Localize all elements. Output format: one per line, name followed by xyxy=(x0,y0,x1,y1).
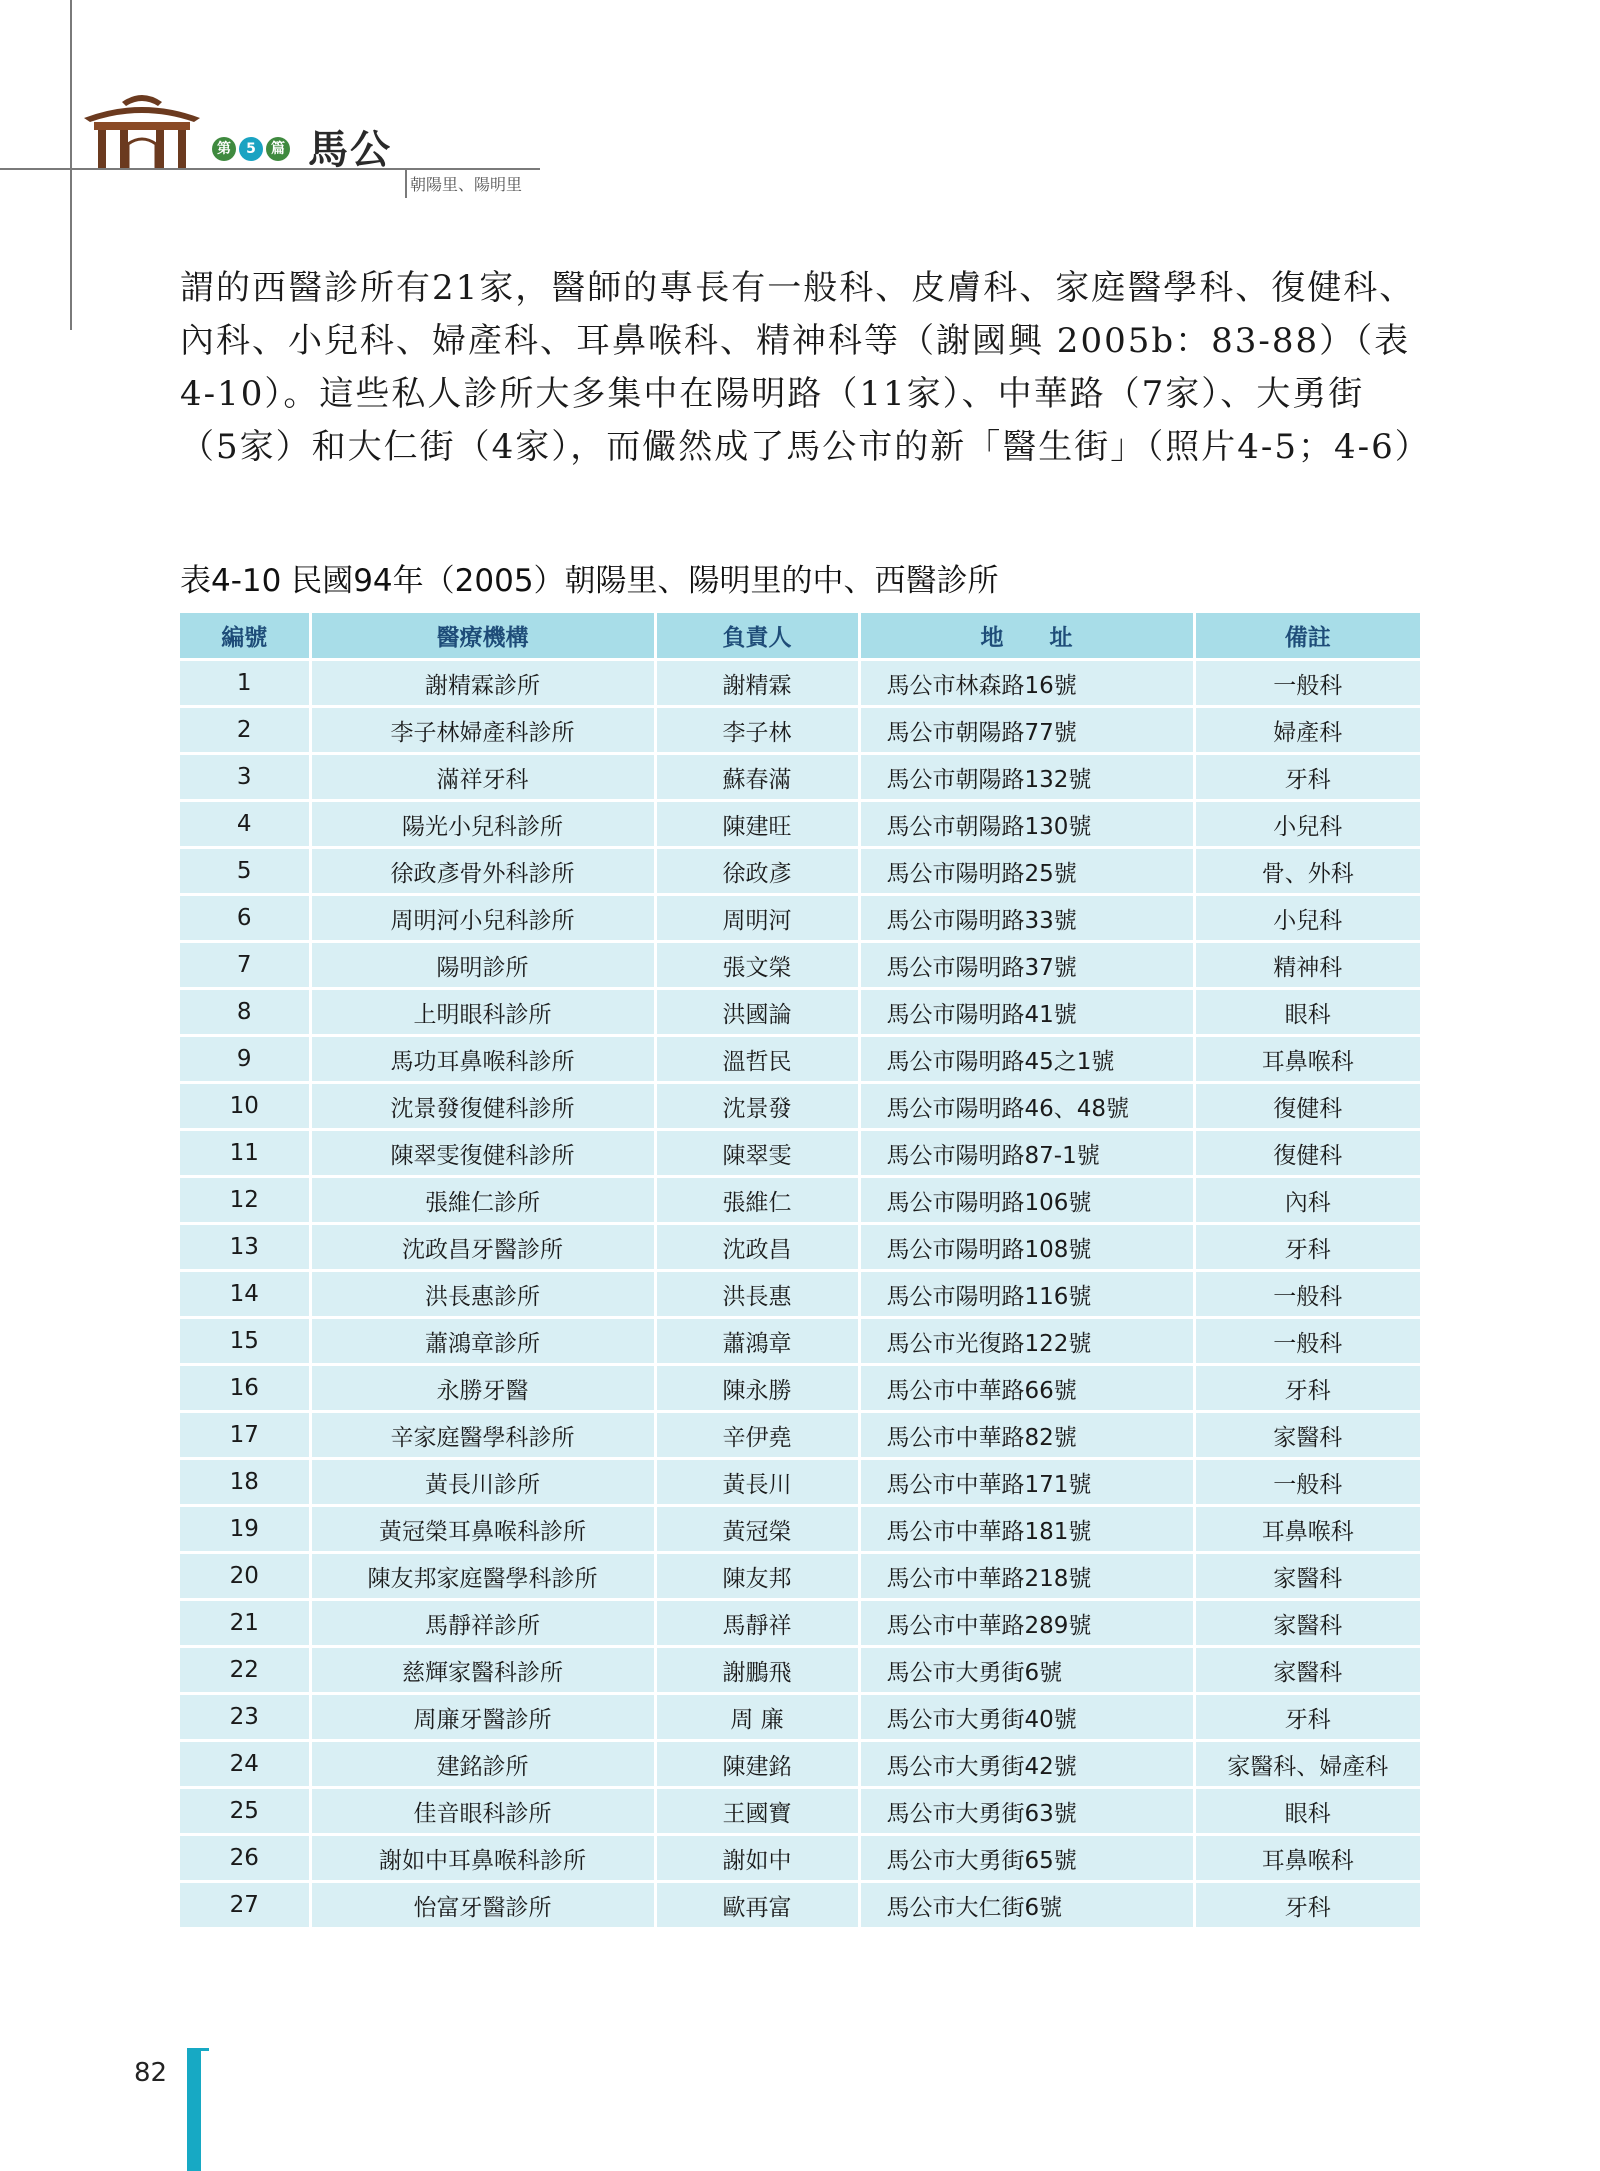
cell-number: 26 xyxy=(180,1835,310,1882)
cell-address: 馬公市大仁街6號 xyxy=(859,1882,1194,1929)
header-divider-tick xyxy=(405,168,407,198)
cell-person: 謝鵬飛 xyxy=(655,1647,859,1694)
cell-note: 牙科 xyxy=(1194,1882,1420,1929)
cell-institution: 張維仁診所 xyxy=(310,1177,655,1224)
cell-institution: 謝如中耳鼻喉科診所 xyxy=(310,1835,655,1882)
cell-note: 一般科 xyxy=(1194,1318,1420,1365)
cell-person: 黃冠榮 xyxy=(655,1506,859,1553)
table-row xyxy=(180,707,1420,754)
chapter-prefix: 第 xyxy=(212,137,236,161)
table-row xyxy=(180,1694,1420,1741)
cell-person: 馬靜祥 xyxy=(655,1600,859,1647)
chapter-badge xyxy=(212,137,290,161)
cell-note: 牙科 xyxy=(1194,1224,1420,1271)
table-row xyxy=(180,1224,1420,1271)
cell-institution: 徐政彥骨外科診所 xyxy=(310,848,655,895)
cell-institution: 陽明診所 xyxy=(310,942,655,989)
table-row xyxy=(180,1647,1420,1694)
cell-institution: 滿祥牙科 xyxy=(310,754,655,801)
table-row xyxy=(180,1083,1420,1130)
table-row xyxy=(180,1412,1420,1459)
cell-address: 馬公市中華路289號 xyxy=(859,1600,1194,1647)
cell-institution: 沈政昌牙醫診所 xyxy=(310,1224,655,1271)
cell-institution: 周廉牙醫診所 xyxy=(310,1694,655,1741)
cell-address: 馬公市陽明路46、48號 xyxy=(859,1083,1194,1130)
chapter-subtitle: 朝陽里、陽明里 xyxy=(410,175,523,194)
column-header-person: 負責人 xyxy=(655,613,859,660)
cell-address: 馬公市林森路16號 xyxy=(859,660,1194,707)
cell-person: 蕭鴻章 xyxy=(655,1318,859,1365)
header-vertical-rule xyxy=(70,0,72,330)
table-header-row xyxy=(180,613,1420,660)
cell-institution: 上明眼科診所 xyxy=(310,989,655,1036)
cell-note: 骨、外科 xyxy=(1194,848,1420,895)
cell-person: 陳建旺 xyxy=(655,801,859,848)
cell-address: 馬公市陽明路37號 xyxy=(859,942,1194,989)
cell-note: 一般科 xyxy=(1194,660,1420,707)
cell-address: 馬公市陽明路25號 xyxy=(859,848,1194,895)
footer-accent-bar xyxy=(187,2048,201,2171)
cell-address: 馬公市陽明路106號 xyxy=(859,1177,1194,1224)
table-caption: 表4-10 民國94年（2005）朝陽里、陽明里的中、西醫診所 xyxy=(180,563,999,599)
cell-institution: 陽光小兒科診所 xyxy=(310,801,655,848)
cell-address: 馬公市大勇街40號 xyxy=(859,1694,1194,1741)
cell-number: 16 xyxy=(180,1365,310,1412)
cell-number: 7 xyxy=(180,942,310,989)
cell-institution: 洪長惠診所 xyxy=(310,1271,655,1318)
clinics-table xyxy=(180,613,1420,1930)
cell-person: 黃長川 xyxy=(655,1459,859,1506)
cell-note: 內科 xyxy=(1194,1177,1420,1224)
cell-number: 23 xyxy=(180,1694,310,1741)
body-paragraph: 謂的西醫診所有21家，醫師的專長有一般科、皮膚科、家庭醫學科、復健科、內科、小兒科、婦產科、耳鼻喉科、精神科等（謝國興 2005b：83-88）（表4-10）。這些私人診所大多集中在陽明路（11家）、中華路（7家）、大勇街（5家）和大仁街（4家），而儼然成了馬公市的新「醫生街」（照片4-5；4-6） xyxy=(180,268,1431,467)
cell-note: 家醫科 xyxy=(1194,1553,1420,1600)
cell-address: 馬公市中華路181號 xyxy=(859,1506,1194,1553)
cell-institution: 蕭鴻章診所 xyxy=(310,1318,655,1365)
cell-person: 沈景發 xyxy=(655,1083,859,1130)
cell-institution: 建銘診所 xyxy=(310,1741,655,1788)
cell-number: 6 xyxy=(180,895,310,942)
cell-number: 27 xyxy=(180,1882,310,1929)
cell-person: 謝如中 xyxy=(655,1835,859,1882)
cell-address: 馬公市大勇街63號 xyxy=(859,1788,1194,1835)
cell-number: 13 xyxy=(180,1224,310,1271)
cell-note: 一般科 xyxy=(1194,1459,1420,1506)
cell-person: 溫哲民 xyxy=(655,1036,859,1083)
column-header-number: 編號 xyxy=(180,613,310,660)
chapter-title: 馬公 xyxy=(308,126,392,173)
cell-address: 馬公市陽明路87-1號 xyxy=(859,1130,1194,1177)
cell-person: 陳友邦 xyxy=(655,1553,859,1600)
cell-number: 1 xyxy=(180,660,310,707)
cell-address: 馬公市朝陽路77號 xyxy=(859,707,1194,754)
table-row xyxy=(180,754,1420,801)
cell-number: 18 xyxy=(180,1459,310,1506)
table-row xyxy=(180,1600,1420,1647)
cell-institution: 黃冠榮耳鼻喉科診所 xyxy=(310,1506,655,1553)
cell-address: 馬公市陽明路116號 xyxy=(859,1271,1194,1318)
cell-person: 洪國論 xyxy=(655,989,859,1036)
table-row xyxy=(180,848,1420,895)
cell-note: 婦產科 xyxy=(1194,707,1420,754)
cell-note: 耳鼻喉科 xyxy=(1194,1036,1420,1083)
cell-institution: 怡富牙醫診所 xyxy=(310,1882,655,1929)
cell-note: 小兒科 xyxy=(1194,801,1420,848)
cell-address: 馬公市朝陽路132號 xyxy=(859,754,1194,801)
cell-institution: 黃長川診所 xyxy=(310,1459,655,1506)
cell-address: 馬公市大勇街65號 xyxy=(859,1835,1194,1882)
cell-note: 復健科 xyxy=(1194,1130,1420,1177)
cell-number: 8 xyxy=(180,989,310,1036)
table-row xyxy=(180,1882,1420,1929)
column-header-institution: 醫療機構 xyxy=(310,613,655,660)
cell-person: 陳永勝 xyxy=(655,1365,859,1412)
cell-number: 17 xyxy=(180,1412,310,1459)
cell-address: 馬公市光復路122號 xyxy=(859,1318,1194,1365)
cell-number: 9 xyxy=(180,1036,310,1083)
cell-note: 牙科 xyxy=(1194,754,1420,801)
column-header-address: 地 址 xyxy=(859,613,1194,660)
cell-institution: 周明河小兒科診所 xyxy=(310,895,655,942)
cell-address: 馬公市陽明路41號 xyxy=(859,989,1194,1036)
cell-note: 家醫科 xyxy=(1194,1600,1420,1647)
cell-institution: 陳翠雯復健科診所 xyxy=(310,1130,655,1177)
table-row xyxy=(180,660,1420,707)
cell-number: 3 xyxy=(180,754,310,801)
cell-institution: 慈輝家醫科診所 xyxy=(310,1647,655,1694)
cell-number: 11 xyxy=(180,1130,310,1177)
table-row xyxy=(180,1177,1420,1224)
cell-person: 陳建銘 xyxy=(655,1741,859,1788)
cell-person: 陳翠雯 xyxy=(655,1130,859,1177)
table-row xyxy=(180,1835,1420,1882)
cell-note: 小兒科 xyxy=(1194,895,1420,942)
cell-note: 復健科 xyxy=(1194,1083,1420,1130)
cell-person: 王國寶 xyxy=(655,1788,859,1835)
cell-number: 19 xyxy=(180,1506,310,1553)
cell-address: 馬公市大勇街6號 xyxy=(859,1647,1194,1694)
chapter-suffix: 篇 xyxy=(266,137,290,161)
cell-number: 20 xyxy=(180,1553,310,1600)
cell-number: 4 xyxy=(180,801,310,848)
table-row xyxy=(180,1365,1420,1412)
column-header-note: 備註 xyxy=(1194,613,1420,660)
cell-number: 5 xyxy=(180,848,310,895)
cell-number: 12 xyxy=(180,1177,310,1224)
chapter-number: 5 xyxy=(239,137,263,161)
cell-note: 牙科 xyxy=(1194,1694,1420,1741)
cell-note: 眼科 xyxy=(1194,1788,1420,1835)
cell-institution: 陳友邦家庭醫學科診所 xyxy=(310,1553,655,1600)
table-row xyxy=(180,1036,1420,1083)
cell-person: 蘇春滿 xyxy=(655,754,859,801)
cell-person: 張文榮 xyxy=(655,942,859,989)
cell-number: 14 xyxy=(180,1271,310,1318)
cell-address: 馬公市大勇街42號 xyxy=(859,1741,1194,1788)
cell-number: 22 xyxy=(180,1647,310,1694)
cell-person: 辛伊堯 xyxy=(655,1412,859,1459)
cell-person: 洪長惠 xyxy=(655,1271,859,1318)
cell-address: 馬公市朝陽路130號 xyxy=(859,801,1194,848)
cell-institution: 謝精霖診所 xyxy=(310,660,655,707)
page-number: 82 xyxy=(134,2058,168,2088)
cell-person: 謝精霖 xyxy=(655,660,859,707)
cell-person: 張維仁 xyxy=(655,1177,859,1224)
table-row xyxy=(180,1318,1420,1365)
cell-note: 耳鼻喉科 xyxy=(1194,1835,1420,1882)
cell-note: 家醫科 xyxy=(1194,1647,1420,1694)
cell-institution: 馬靜祥診所 xyxy=(310,1600,655,1647)
cell-institution: 佳音眼科診所 xyxy=(310,1788,655,1835)
table-row xyxy=(180,1553,1420,1600)
table-row xyxy=(180,801,1420,848)
cell-institution: 辛家庭醫學科診所 xyxy=(310,1412,655,1459)
cell-note: 家醫科、婦產科 xyxy=(1194,1741,1420,1788)
cell-institution: 李子林婦產科診所 xyxy=(310,707,655,754)
cell-address: 馬公市中華路218號 xyxy=(859,1553,1194,1600)
cell-number: 10 xyxy=(180,1083,310,1130)
cell-note: 一般科 xyxy=(1194,1271,1420,1318)
cell-person: 周明河 xyxy=(655,895,859,942)
cell-note: 精神科 xyxy=(1194,942,1420,989)
cell-person: 歐再富 xyxy=(655,1882,859,1929)
footer-accent-tick xyxy=(187,2048,209,2051)
table-row xyxy=(180,1788,1420,1835)
table-row xyxy=(180,1741,1420,1788)
cell-address: 馬公市陽明路45之1號 xyxy=(859,1036,1194,1083)
cell-person: 周 廉 xyxy=(655,1694,859,1741)
cell-number: 25 xyxy=(180,1788,310,1835)
cell-institution: 永勝牙醫 xyxy=(310,1365,655,1412)
table-row xyxy=(180,942,1420,989)
table-row xyxy=(180,1506,1420,1553)
cell-note: 家醫科 xyxy=(1194,1412,1420,1459)
cell-note: 眼科 xyxy=(1194,989,1420,1036)
cell-person: 沈政昌 xyxy=(655,1224,859,1271)
cell-note: 耳鼻喉科 xyxy=(1194,1506,1420,1553)
table-row xyxy=(180,1459,1420,1506)
cell-institution: 馬功耳鼻喉科診所 xyxy=(310,1036,655,1083)
table-row xyxy=(180,895,1420,942)
cell-number: 21 xyxy=(180,1600,310,1647)
cell-number: 15 xyxy=(180,1318,310,1365)
cell-address: 馬公市中華路171號 xyxy=(859,1459,1194,1506)
cell-address: 馬公市陽明路33號 xyxy=(859,895,1194,942)
cell-person: 徐政彥 xyxy=(655,848,859,895)
table-row xyxy=(180,989,1420,1036)
table-row xyxy=(180,1271,1420,1318)
pavilion-gate-icon xyxy=(74,88,210,168)
cell-institution: 沈景發復健科診所 xyxy=(310,1083,655,1130)
table-row xyxy=(180,1130,1420,1177)
cell-person: 李子林 xyxy=(655,707,859,754)
cell-note: 牙科 xyxy=(1194,1365,1420,1412)
cell-address: 馬公市中華路82號 xyxy=(859,1412,1194,1459)
header-horizontal-rule xyxy=(0,168,540,170)
cell-address: 馬公市陽明路108號 xyxy=(859,1224,1194,1271)
cell-number: 24 xyxy=(180,1741,310,1788)
cell-number: 2 xyxy=(180,707,310,754)
cell-address: 馬公市中華路66號 xyxy=(859,1365,1194,1412)
